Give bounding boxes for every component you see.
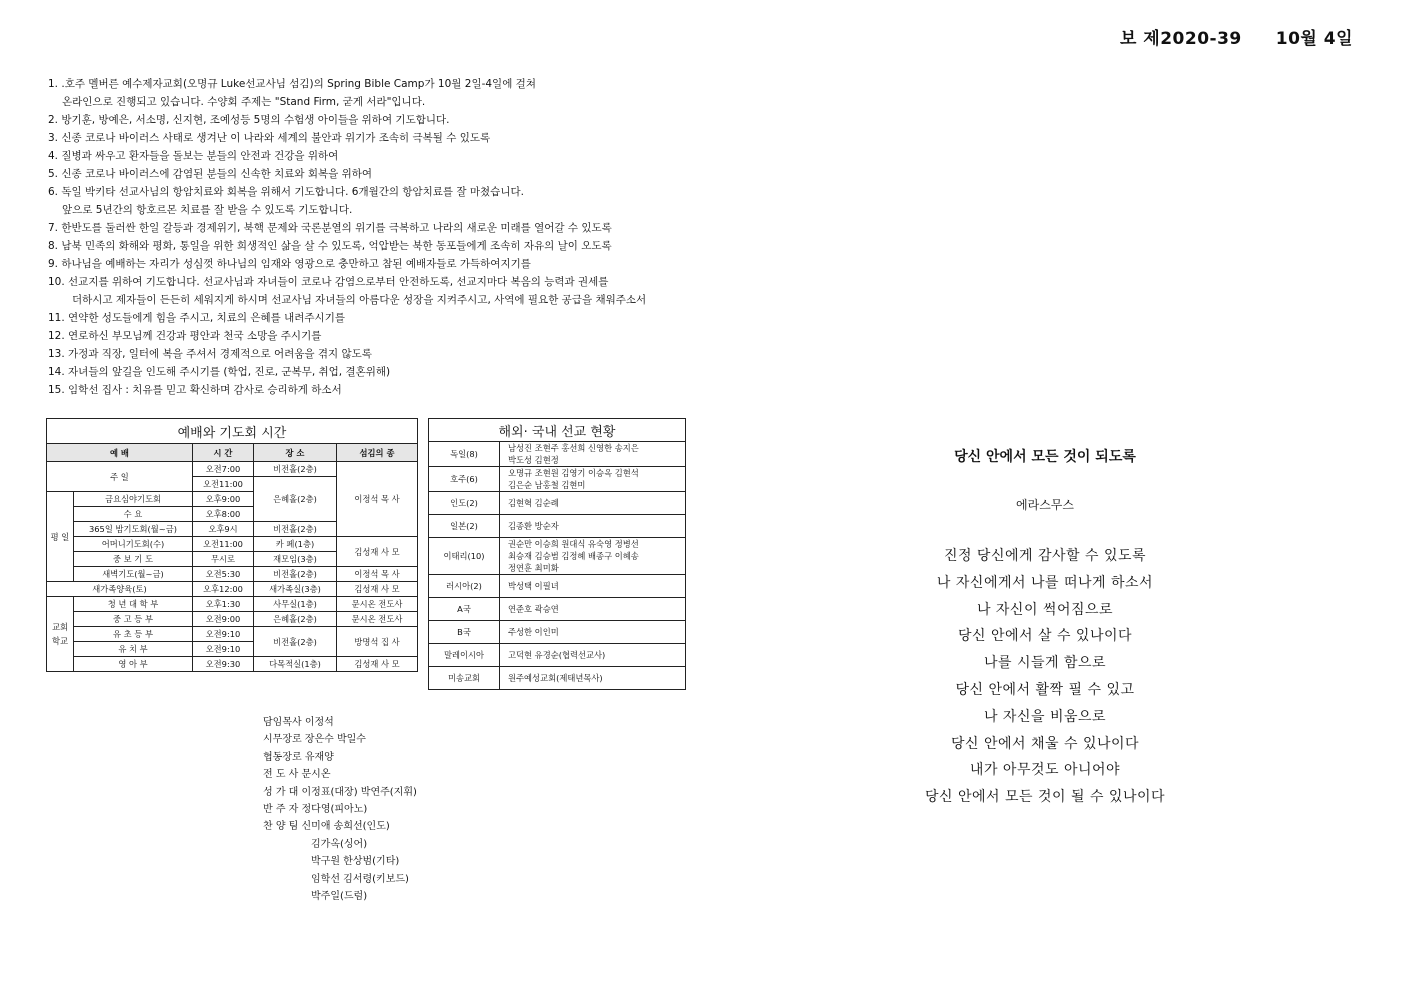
mission-names xyxy=(500,621,686,644)
table-row xyxy=(429,621,686,644)
mission-status-table xyxy=(428,418,686,690)
table-cell: 비전홀(2층) xyxy=(254,567,337,582)
bulletin-date: 10월 4일 xyxy=(1275,29,1353,49)
prayer-item: 15. 임학선 집사 : 치유를 믿고 확신하며 감사로 승리하게 하소서 xyxy=(48,384,342,396)
table-row xyxy=(429,442,686,467)
prayer-item: 5. 신종 코로나 바이러스에 감염된 분들의 신속한 치료와 회복을 위하여 xyxy=(48,168,373,180)
table-cell: 문시온 전도사 xyxy=(337,597,418,612)
poem-line: 진정 당신에게 감사할 수 있도록 xyxy=(943,548,1147,564)
table-cell: 영 아 부 xyxy=(74,657,193,672)
missionary-names-line: 박도성 김현정 xyxy=(508,455,559,465)
table-cell: 오전9:30 xyxy=(193,657,254,672)
poem-lines xyxy=(880,543,1210,811)
prayer-item: 3. 신종 코로나 바이러스 사태로 생겨난 이 나라와 세계의 불안과 위기가 조속히 극복될 수 있도록 xyxy=(48,132,491,144)
table-row xyxy=(429,598,686,621)
mission-country: 호주(6) xyxy=(429,467,500,492)
prayer-item: 9. 하나님을 예배하는 자리가 성심껏 하나님의 임재와 영광으로 충만하고 참된 예배자들로 가득하여지기를 xyxy=(48,258,531,270)
table-cell: 은혜홀(2층) xyxy=(254,477,337,522)
mission-country: 이태리(10) xyxy=(429,538,500,575)
table-cell: 중 고 등 부 xyxy=(74,612,193,627)
poem-line: 당신 안에서 살 수 있나이다 xyxy=(957,628,1133,645)
staff-item: 협동장로 유재양 xyxy=(263,751,334,763)
prayer-item: 4. 질병과 싸우고 환자들을 돌보는 분들의 안전과 건강을 위하여 xyxy=(48,150,339,162)
staff-item: 임학선 김서령(키보드) xyxy=(311,873,409,885)
table-row xyxy=(429,538,686,575)
table-cell: 청 년 대 학 부 xyxy=(74,597,193,612)
table-cell: 오후1:30 xyxy=(193,597,254,612)
table-row xyxy=(429,515,686,538)
prayer-item: 앞으로 5년간의 항호르몬 치료를 잘 받을 수 있도록 기도합니다. xyxy=(62,204,353,216)
worship-table-title: 예배와 기도회 시간 xyxy=(47,419,418,444)
table-row xyxy=(429,467,686,492)
mission-country: A국 xyxy=(429,598,500,621)
table-cell: 오후8:00 xyxy=(193,507,254,522)
table-cell: 김성재 사 모 xyxy=(337,537,418,567)
missionary-names-line: 정연훈 최미화 xyxy=(508,563,559,573)
prayer-item: 6. 독일 박키타 선교사님의 항암치료와 회복을 위해서 기도합니다. 6개월간의 항암치료를 잘 마쳤습니다. xyxy=(48,186,524,198)
poem-line: 내가 아무것도 아니어야 xyxy=(969,762,1121,779)
missionary-names-line: 고덕현 유경순(협력선교사) xyxy=(508,650,606,660)
missionary-names-line: 원주예성교회(제태년목사) xyxy=(508,673,603,683)
mission-names xyxy=(500,492,686,515)
table-cell: 오전11:00 xyxy=(193,537,254,552)
prayer-item: 11. 연약한 성도들에게 힘을 주시고, 치료의 은혜를 내려주시기를 xyxy=(48,312,345,324)
staff-item: 박구원 한상범(기타) xyxy=(311,856,400,868)
poem-title: 당신 안에서 모든 것이 되도록 xyxy=(954,449,1136,465)
missionary-names-line: 김현혁 김순례 xyxy=(508,498,559,508)
staff-item: 박주일(드럼) xyxy=(311,891,368,903)
table-cell: 방명석 집 사 xyxy=(337,627,418,657)
mission-table-title: 해외· 국내 선교 현황 xyxy=(429,419,686,442)
table-cell: 문시온 전도사 xyxy=(337,612,418,627)
mission-names xyxy=(500,575,686,598)
missionary-names-line: 주성한 이인미 xyxy=(508,627,559,637)
col-host: 섬김의 종 xyxy=(337,444,418,462)
mission-names xyxy=(500,667,686,690)
staff-item: 반 주 자 정다영(피아노) xyxy=(263,804,368,816)
missionary-names-line: 박성택 이필녀 xyxy=(508,581,559,591)
prayer-item: 8. 남북 민족의 화해와 평화, 통일을 위한 희생적인 삶을 살 수 있도록, 억압받는 북한 동포들에게 조속히 자유의 날이 오도록 xyxy=(48,240,612,252)
table-cell: 오전9:10 xyxy=(193,642,254,657)
table-cell: 오전5:30 xyxy=(193,567,254,582)
prayer-item: 13. 가정과 직장, 일터에 복을 주셔서 경제적으로 어려움을 겪지 않도록 xyxy=(48,348,372,360)
group-daily: 평 일 xyxy=(47,492,74,582)
table-cell: 수 요 xyxy=(74,507,193,522)
table-row xyxy=(429,644,686,667)
table-cell: 다목적실(1층) xyxy=(254,657,337,672)
bulletin-header xyxy=(1086,24,1353,49)
poem-line: 당신 안에서 모든 것이 될 수 있나이다 xyxy=(924,789,1166,806)
table-cell: 새가족실(3층) xyxy=(254,582,337,597)
prayer-item: 1. .호주 멜버른 예수제자교회(오명규 Luke선교사님 섬김)의 Spring Bible Camp가 10월 2일-4일에 걸쳐 xyxy=(48,78,536,90)
prayer-item: 더하시고 제자들이 든든히 세워지게 하시며 선교사님 자녀들의 아름다운 성장을 지켜주시고, 사역에 필요한 공급을 채워주소서 xyxy=(72,294,647,306)
poem-line: 나 자신에게서 나를 떠나게 하소서 xyxy=(936,574,1154,591)
table-cell: 유 치 부 xyxy=(74,642,193,657)
prayer-item: 14. 자녀들의 앞길을 인도해 주시기를 (학업, 진로, 군복무, 취업, 결혼위해) xyxy=(48,366,391,378)
bulletin-number: 보 제2020-39 xyxy=(1119,29,1242,49)
church-staff-list xyxy=(263,714,417,905)
prayer-item: 10. 선교지를 위하여 기도합니다. 선교사님과 자녀들이 코로나 감염으로부터 안전하도록, 선교지마다 복음의 능력과 권세를 xyxy=(48,276,609,288)
staff-item: 담임목사 이정석 xyxy=(263,717,334,728)
table-cell: 오후9:00 xyxy=(193,492,254,507)
table-cell: 재모임(3층) xyxy=(254,552,337,567)
poem-line: 나 자신을 비움으로 xyxy=(983,708,1107,725)
mission-country: 미송교회 xyxy=(429,667,500,690)
mission-names xyxy=(500,467,686,492)
table-row xyxy=(429,667,686,690)
prayer-item: 온라인으로 진행되고 있습니다. 수양회 주제는 "Stand Firm, 굳게 서라"입니다. xyxy=(62,96,426,108)
poem-author: 에라스무스 xyxy=(1016,498,1074,512)
col-time: 시 간 xyxy=(193,444,254,462)
table-cell: 이정석 목 사 xyxy=(337,567,418,582)
col-place: 장 소 xyxy=(254,444,337,462)
group-school: 교회학교 xyxy=(47,597,74,672)
missionary-names-line: 연준호 곽승연 xyxy=(508,604,559,614)
staff-item: 전 도 사 문시온 xyxy=(263,769,331,781)
table-cell: 새가족양육(토) xyxy=(47,582,193,597)
table-cell: 금요심야기도회 xyxy=(74,492,193,507)
table-cell: 사무실(1층) xyxy=(254,597,337,612)
poem-line: 나 자신이 썩어짐으로 xyxy=(976,601,1114,618)
staff-item: 김가옥(싱어) xyxy=(311,838,368,850)
table-cell: 김성재 사 모 xyxy=(337,582,418,597)
table-cell: 새벽기도(월~금) xyxy=(74,567,193,582)
missionary-names-line: 오명규 조현원 김영기 이승옥 김현석 xyxy=(508,468,639,478)
prayer-item: 7. 한반도를 둘러싼 한일 갈등과 경제위기, 북핵 문제와 국론분열의 위기를 극복하고 나라의 새로운 미래를 열어갈 수 있도록 xyxy=(48,222,612,234)
table-cell: 오전9:00 xyxy=(193,612,254,627)
mission-country: B국 xyxy=(429,621,500,644)
table-cell: 중 보 기 도 xyxy=(74,552,193,567)
poem-line: 당신 안에서 채울 수 있나이다 xyxy=(950,735,1140,752)
table-cell: 오전9:10 xyxy=(193,627,254,642)
table-cell: 어머니기도회(수) xyxy=(74,537,193,552)
sunday-service: 주 일 xyxy=(47,462,193,492)
missionary-names-line: 권순만 이승희 원대식 유숙영 정병선 xyxy=(508,539,639,549)
table-cell: 은혜홀(2층) xyxy=(254,612,337,627)
mission-names xyxy=(500,442,686,467)
mission-names xyxy=(500,538,686,575)
mission-country: 러시아(2) xyxy=(429,575,500,598)
prayer-item: 12. 연로하신 부모님께 건강과 평안과 천국 소망을 주시기를 xyxy=(48,330,322,342)
poem xyxy=(880,446,1210,811)
missionary-names-line: 김은순 남홍철 김현미 xyxy=(508,480,586,490)
mission-names xyxy=(500,515,686,538)
table-cell: 카 페(1층) xyxy=(254,537,337,552)
table-cell: 오전7:00 xyxy=(193,462,254,477)
poem-line: 나를 시들게 함으로 xyxy=(983,655,1107,672)
mission-country: 인도(2) xyxy=(429,492,500,515)
table-cell: 오전11:00 xyxy=(193,477,254,492)
table-cell: 비전홀(2층) xyxy=(254,627,337,657)
table-cell: 유 초 등 부 xyxy=(74,627,193,642)
table-row xyxy=(429,492,686,515)
table-cell: 이정석 목 사 xyxy=(337,462,418,537)
missionary-names-line: 김종환 방순자 xyxy=(508,521,559,531)
prayer-list xyxy=(48,75,688,399)
prayer-item: 2. 방기훈, 방예은, 서소명, 신지현, 조예성등 5명의 수험생 아이들을 위하여 기도합니다. xyxy=(48,114,450,126)
table-cell: 무시로 xyxy=(193,552,254,567)
mission-names xyxy=(500,644,686,667)
missionary-names-line: 남성진 조현주 홍선희 신영한 송지은 xyxy=(508,443,639,453)
table-cell: 비전홀(2층) xyxy=(254,462,337,477)
table-cell: 오후9시 xyxy=(193,522,254,537)
table-cell: 비전홀(2층) xyxy=(254,522,337,537)
table-cell: 김성재 사 모 xyxy=(337,657,418,672)
poem-line: 당신 안에서 활짝 필 수 있고 xyxy=(955,681,1135,698)
table-cell: 오후12:00 xyxy=(193,582,254,597)
mission-names xyxy=(500,598,686,621)
mission-country: 독일(8) xyxy=(429,442,500,467)
table-cell: 365일 밤기도회(월~금) xyxy=(74,522,193,537)
staff-item: 찬 양 팀 신미애 송희선(인도) xyxy=(263,821,390,833)
mission-country: 말레이시아 xyxy=(429,644,500,667)
worship-schedule-table xyxy=(46,418,418,672)
table-row xyxy=(429,575,686,598)
col-service: 예 배 xyxy=(47,444,193,462)
missionary-names-line: 최승재 김승범 김정혜 배종구 이혜송 xyxy=(508,551,639,561)
mission-country: 일본(2) xyxy=(429,515,500,538)
staff-item: 시무장로 장은수 박일수 xyxy=(263,734,366,746)
staff-item: 성 가 대 이정표(대장) 박연주(지휘) xyxy=(263,786,417,798)
